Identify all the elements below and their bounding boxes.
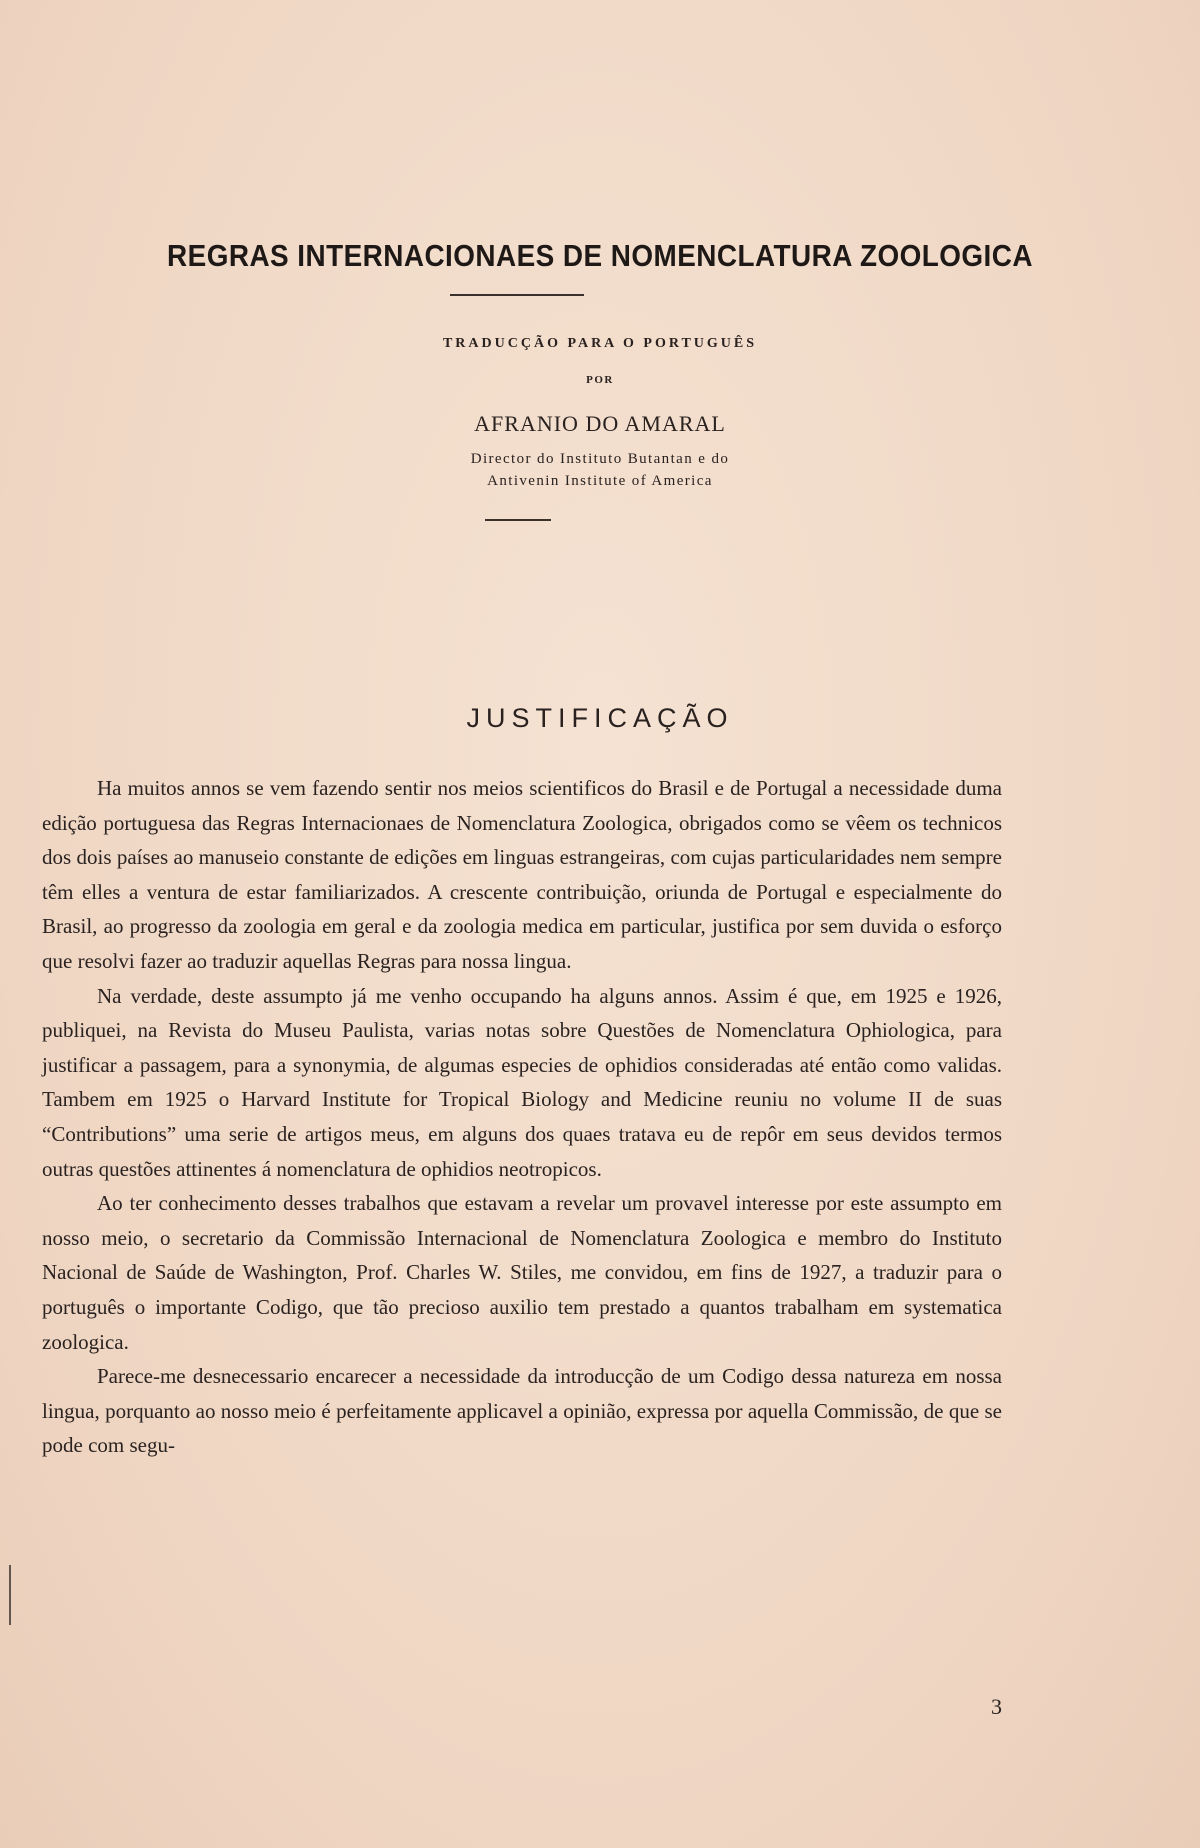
body-text bbox=[42, 771, 1002, 1463]
author-affiliation-line-2: Antivenin Institute of America bbox=[487, 473, 713, 489]
by-line: POR bbox=[586, 374, 614, 386]
author-name: AFRANIO DO AMARAL bbox=[474, 411, 726, 436]
translation-line: TRADUCÇÃO PARA O PORTUGUÊS bbox=[442, 336, 758, 351]
margin-mark bbox=[9, 1565, 11, 1625]
page-number: 3 bbox=[991, 1694, 1002, 1719]
paragraph: Na verdade, deste assumpto já me venho occupando ha alguns annos. Assim é que, em 1925 e 1926, publiquei, na Revista do Museu Paulista, varias notas sobre Questões de Nomenclatura Ophiologica, para justificar a passagem, para a synonymia, de algumas especies de ophidios consideradas até então como validas. Tambem em 1925 o Harvard Institute for Tropical Biology and Medicine reuniu no volume II de suas “Contributions” uma serie de artigos meus, em alguns dos quaes tratava eu de repôr em seus devidos termos outras questões attinentes á nomenclatura de ophidios neotropicos. bbox=[42, 983, 1002, 1181]
title-divider bbox=[450, 294, 584, 296]
author-affiliation-line-1: Director do Instituto Butantan e do bbox=[470, 451, 730, 467]
header-divider bbox=[485, 519, 551, 521]
paragraph: Ao ter conhecimento desses trabalhos que estavam a revelar um provavel interesse por este assumpto em nosso meio, o secretario da Commissão Internacional de Nomenclatura Zoologica e membro do Instituto Nacional de Saúde de Washington, Prof. Charles W. Stiles, me convidou, em fins de 1927, a traduzir para o português o importante Codigo, que tão precioso auxilio tem prestado a quantos trabalham em systematica zoologica. bbox=[42, 1191, 1002, 1354]
paragraph: Ha muitos annos se vem fazendo sentir nos meios scientificos do Brasil e de Portugal a necessidade duma edição portuguesa das Regras Internacionaes de Nomenclatura Zoologica, obrigados como se vêem os technicos dos dois países ao manuseio constante de edições em linguas estrangeiras, com cujas particularidades nem sempre têm elles a ventura de estar familiarizados. A crescente contribuição, oriunda de Portugal e especialmente do Brasil, ao progresso da zoologia em geral e da zoologia medica em particular, justifica por sem duvida o esforço que resolvi fazer ao traduzir aquellas Regras para nossa lingua. bbox=[42, 776, 1002, 973]
paragraph: Parece-me desnecessario encarecer a necessidade da introducção de um Codigo dessa natureza em nossa lingua, porquanto ao nosso meio é perfeitamente applicavel a opinião, expressa por aquella Commissão, de que se pode com segu- bbox=[42, 1364, 1002, 1458]
document-title: REGRAS INTERNACIONAES DE NOMENCLATURA ZOOLOGICA bbox=[167, 238, 1033, 273]
section-title: JUSTIFICAÇÃO bbox=[466, 703, 734, 733]
